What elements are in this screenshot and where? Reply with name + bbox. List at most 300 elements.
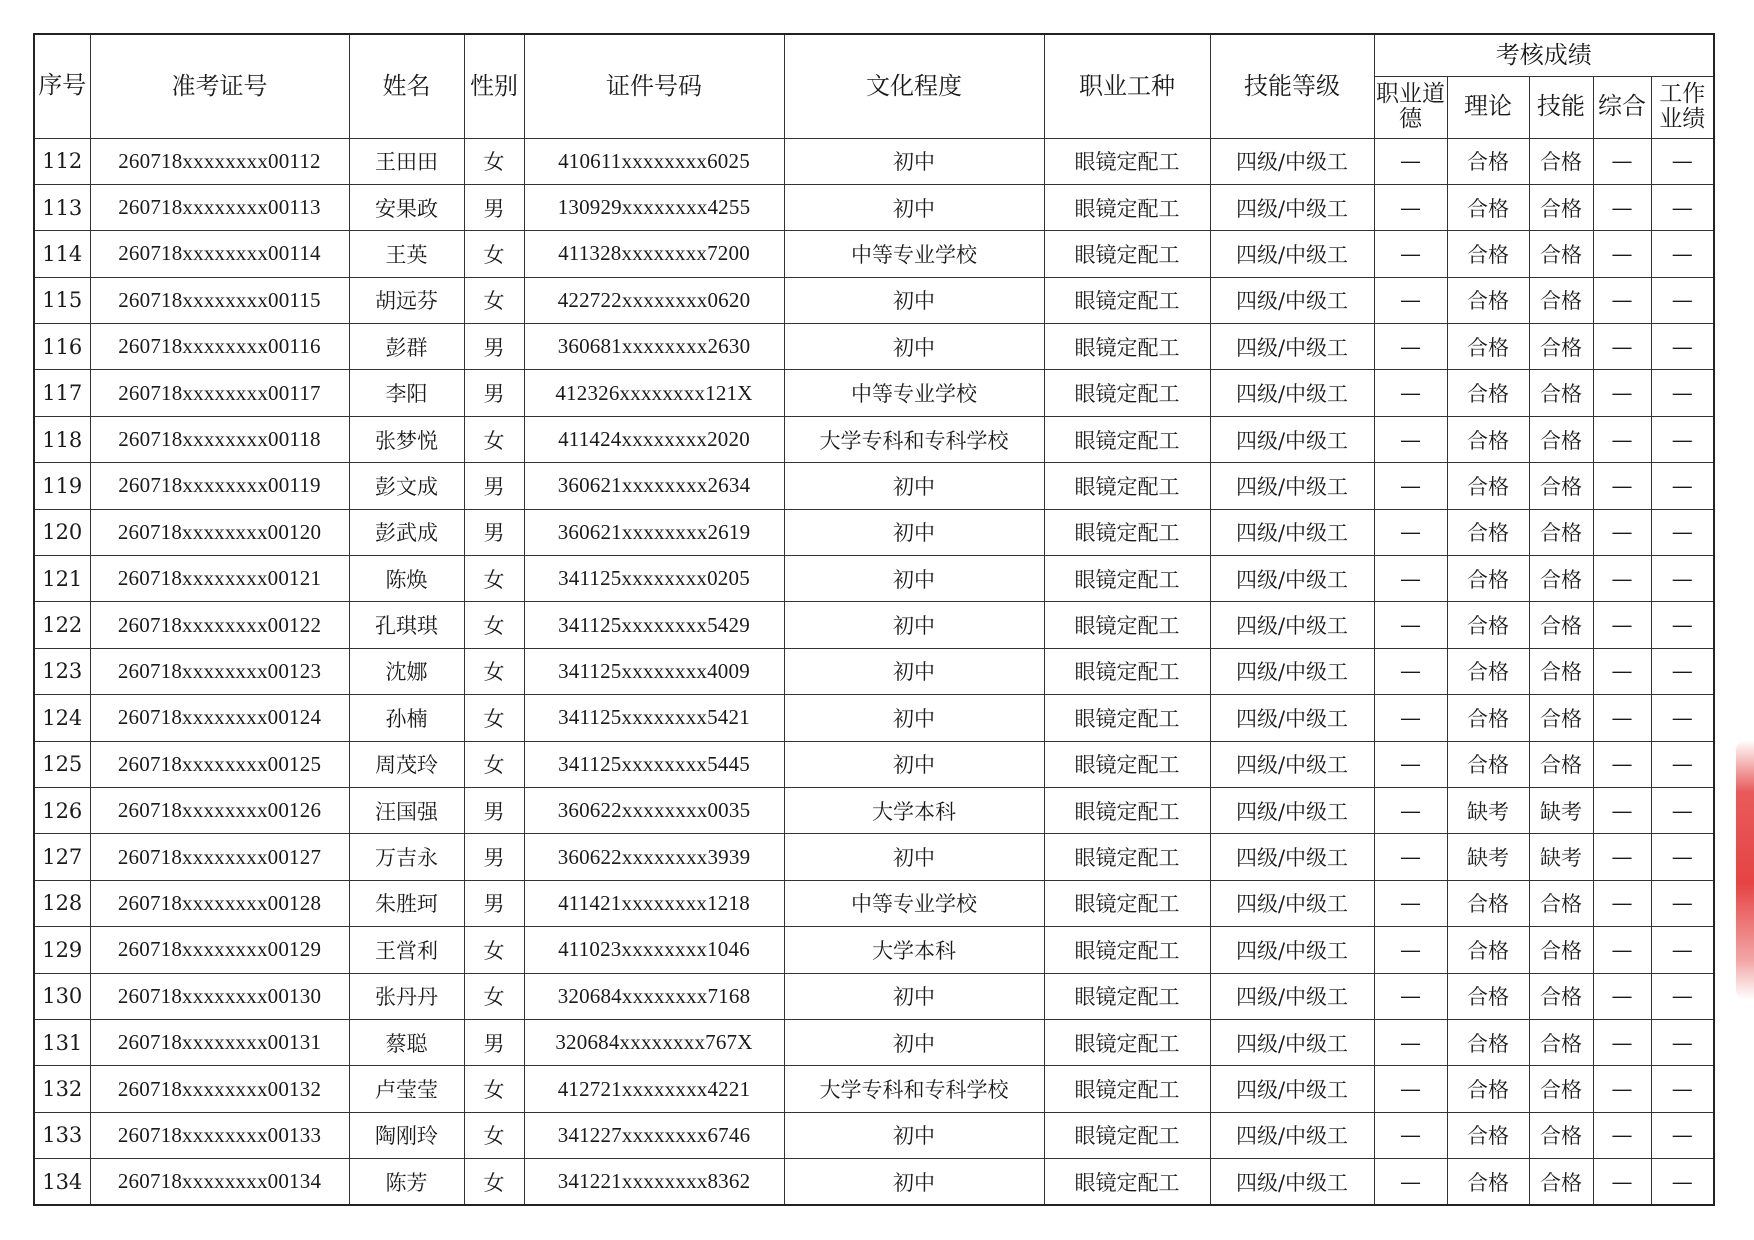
row-gender: 女 xyxy=(464,695,524,741)
row-seq: 123 xyxy=(34,648,90,694)
row-score-performance: — xyxy=(1651,741,1714,787)
row-education: 中等专业学校 xyxy=(784,231,1044,277)
row-level: 四级/中级工 xyxy=(1210,1112,1374,1158)
row-job: 眼镜定配工 xyxy=(1044,1112,1210,1158)
row-score-performance: — xyxy=(1651,463,1714,509)
row-name: 陈焕 xyxy=(349,556,464,602)
row-cert-no: 341227xxxxxxxx6746 xyxy=(524,1112,784,1158)
row-score-skill: 合格 xyxy=(1529,277,1593,323)
row-exam-id: 260718xxxxxxxx00123 xyxy=(90,648,349,694)
row-exam-id: 260718xxxxxxxx00119 xyxy=(90,463,349,509)
table-row xyxy=(34,741,1714,787)
row-job: 眼镜定配工 xyxy=(1044,1066,1210,1112)
row-level: 四级/中级工 xyxy=(1210,463,1374,509)
row-gender: 女 xyxy=(464,556,524,602)
row-gender: 女 xyxy=(464,1159,524,1205)
row-score-ethics: — xyxy=(1374,973,1447,1019)
row-score-theory: 合格 xyxy=(1447,416,1529,462)
row-gender: 女 xyxy=(464,741,524,787)
row-score-overall: — xyxy=(1593,1112,1651,1158)
row-score-overall: — xyxy=(1593,787,1651,833)
table-row xyxy=(34,1159,1714,1205)
row-gender: 男 xyxy=(464,184,524,230)
row-score-skill: 合格 xyxy=(1529,741,1593,787)
row-score-theory: 合格 xyxy=(1447,324,1529,370)
row-score-theory: 合格 xyxy=(1447,1159,1529,1205)
row-education: 大学专科和专科学校 xyxy=(784,416,1044,462)
row-score-overall: — xyxy=(1593,231,1651,277)
row-name: 安果政 xyxy=(349,184,464,230)
col-header-exam-id: 准考证号 xyxy=(90,34,349,138)
row-score-performance: — xyxy=(1651,787,1714,833)
row-education: 初中 xyxy=(784,324,1044,370)
row-job: 眼镜定配工 xyxy=(1044,880,1210,926)
col-header-score-performance: 工作业绩 xyxy=(1651,76,1714,138)
row-cert-no: 360681xxxxxxxx2630 xyxy=(524,324,784,370)
row-score-overall: — xyxy=(1593,1019,1651,1065)
row-seq: 113 xyxy=(34,184,90,230)
row-education: 初中 xyxy=(784,138,1044,184)
row-score-ethics: — xyxy=(1374,509,1447,555)
col-header-level: 技能等级 xyxy=(1210,34,1374,138)
row-cert-no: 410611xxxxxxxx6025 xyxy=(524,138,784,184)
row-level: 四级/中级工 xyxy=(1210,973,1374,1019)
table-row xyxy=(34,556,1714,602)
row-level: 四级/中级工 xyxy=(1210,1066,1374,1112)
row-level: 四级/中级工 xyxy=(1210,648,1374,694)
row-job: 眼镜定配工 xyxy=(1044,231,1210,277)
row-level: 四级/中级工 xyxy=(1210,231,1374,277)
row-job: 眼镜定配工 xyxy=(1044,463,1210,509)
row-score-overall: — xyxy=(1593,648,1651,694)
row-score-overall: — xyxy=(1593,695,1651,741)
row-name: 彭武成 xyxy=(349,509,464,555)
row-name: 彭文成 xyxy=(349,463,464,509)
row-score-ethics: — xyxy=(1374,416,1447,462)
row-education: 初中 xyxy=(784,834,1044,880)
row-score-ethics: — xyxy=(1374,556,1447,602)
row-education: 中等专业学校 xyxy=(784,880,1044,926)
row-score-performance: — xyxy=(1651,927,1714,973)
row-name: 陈芳 xyxy=(349,1159,464,1205)
row-score-overall: — xyxy=(1593,927,1651,973)
row-job: 眼镜定配工 xyxy=(1044,648,1210,694)
row-gender: 女 xyxy=(464,416,524,462)
row-score-theory: 合格 xyxy=(1447,648,1529,694)
row-score-performance: — xyxy=(1651,416,1714,462)
row-score-performance: — xyxy=(1651,370,1714,416)
row-seq: 117 xyxy=(34,370,90,416)
row-score-performance: — xyxy=(1651,973,1714,1019)
row-seq: 119 xyxy=(34,463,90,509)
col-header-score-skill: 技能 xyxy=(1529,76,1593,138)
table-header xyxy=(34,34,1714,138)
row-education: 初中 xyxy=(784,973,1044,1019)
table-row xyxy=(34,648,1714,694)
row-name: 卢莹莹 xyxy=(349,1066,464,1112)
row-education: 初中 xyxy=(784,277,1044,323)
row-score-ethics: — xyxy=(1374,741,1447,787)
row-score-overall: — xyxy=(1593,1159,1651,1205)
table-row xyxy=(34,787,1714,833)
row-education: 初中 xyxy=(784,509,1044,555)
row-cert-no: 341125xxxxxxxx4009 xyxy=(524,648,784,694)
row-education: 大学本科 xyxy=(784,927,1044,973)
row-score-performance: — xyxy=(1651,277,1714,323)
row-level: 四级/中级工 xyxy=(1210,416,1374,462)
row-gender: 女 xyxy=(464,277,524,323)
row-gender: 男 xyxy=(464,463,524,509)
row-score-theory: 合格 xyxy=(1447,509,1529,555)
row-name: 沈娜 xyxy=(349,648,464,694)
row-level: 四级/中级工 xyxy=(1210,1159,1374,1205)
row-score-theory: 合格 xyxy=(1447,556,1529,602)
col-header-job: 职业工种 xyxy=(1044,34,1210,138)
row-job: 眼镜定配工 xyxy=(1044,927,1210,973)
row-score-performance: — xyxy=(1651,648,1714,694)
table-body xyxy=(34,138,1714,1205)
row-gender: 女 xyxy=(464,1066,524,1112)
row-education: 初中 xyxy=(784,1019,1044,1065)
row-job: 眼镜定配工 xyxy=(1044,602,1210,648)
row-job: 眼镜定配工 xyxy=(1044,556,1210,602)
row-score-ethics: — xyxy=(1374,648,1447,694)
row-job: 眼镜定配工 xyxy=(1044,277,1210,323)
row-exam-id: 260718xxxxxxxx00129 xyxy=(90,927,349,973)
row-cert-no: 320684xxxxxxxx7168 xyxy=(524,973,784,1019)
table-row xyxy=(34,1019,1714,1065)
row-seq: 115 xyxy=(34,277,90,323)
row-seq: 112 xyxy=(34,138,90,184)
row-exam-id: 260718xxxxxxxx00130 xyxy=(90,973,349,1019)
row-level: 四级/中级工 xyxy=(1210,324,1374,370)
row-job: 眼镜定配工 xyxy=(1044,973,1210,1019)
row-score-ethics: — xyxy=(1374,602,1447,648)
row-score-skill: 合格 xyxy=(1529,509,1593,555)
row-name: 王田田 xyxy=(349,138,464,184)
table-row xyxy=(34,370,1714,416)
row-score-overall: — xyxy=(1593,370,1651,416)
row-job: 眼镜定配工 xyxy=(1044,834,1210,880)
row-score-ethics: — xyxy=(1374,1019,1447,1065)
row-score-skill: 合格 xyxy=(1529,231,1593,277)
row-score-ethics: — xyxy=(1374,138,1447,184)
row-gender: 女 xyxy=(464,231,524,277)
col-header-score-overall: 综合 xyxy=(1593,76,1651,138)
exam-results-table xyxy=(33,33,1715,1206)
row-name: 蔡聪 xyxy=(349,1019,464,1065)
table-row xyxy=(34,695,1714,741)
row-score-theory: 合格 xyxy=(1447,602,1529,648)
row-score-overall: — xyxy=(1593,973,1651,1019)
row-score-performance: — xyxy=(1651,1159,1714,1205)
row-job: 眼镜定配工 xyxy=(1044,184,1210,230)
row-score-ethics: — xyxy=(1374,695,1447,741)
row-level: 四级/中级工 xyxy=(1210,927,1374,973)
red-seal-stamp xyxy=(1736,740,1754,1000)
row-level: 四级/中级工 xyxy=(1210,741,1374,787)
row-score-ethics: — xyxy=(1374,1066,1447,1112)
row-score-theory: 合格 xyxy=(1447,973,1529,1019)
roster-sheet xyxy=(33,33,1715,1206)
row-score-skill: 合格 xyxy=(1529,1066,1593,1112)
row-education: 初中 xyxy=(784,1159,1044,1205)
row-score-ethics: — xyxy=(1374,834,1447,880)
row-cert-no: 360621xxxxxxxx2619 xyxy=(524,509,784,555)
row-seq: 133 xyxy=(34,1112,90,1158)
row-level: 四级/中级工 xyxy=(1210,880,1374,926)
row-seq: 128 xyxy=(34,880,90,926)
row-job: 眼镜定配工 xyxy=(1044,509,1210,555)
row-name: 胡远芬 xyxy=(349,277,464,323)
table-row xyxy=(34,184,1714,230)
row-score-ethics: — xyxy=(1374,231,1447,277)
row-seq: 127 xyxy=(34,834,90,880)
row-score-skill: 合格 xyxy=(1529,184,1593,230)
row-score-skill: 合格 xyxy=(1529,973,1593,1019)
row-exam-id: 260718xxxxxxxx00131 xyxy=(90,1019,349,1065)
row-score-overall: — xyxy=(1593,138,1651,184)
row-exam-id: 260718xxxxxxxx00115 xyxy=(90,277,349,323)
row-score-theory: 合格 xyxy=(1447,138,1529,184)
row-score-overall: — xyxy=(1593,741,1651,787)
row-job: 眼镜定配工 xyxy=(1044,1159,1210,1205)
row-score-skill: 合格 xyxy=(1529,556,1593,602)
row-education: 中等专业学校 xyxy=(784,370,1044,416)
row-score-ethics: — xyxy=(1374,370,1447,416)
table-row xyxy=(34,463,1714,509)
row-exam-id: 260718xxxxxxxx00132 xyxy=(90,1066,349,1112)
table-row xyxy=(34,509,1714,555)
row-education: 初中 xyxy=(784,741,1044,787)
row-name: 张丹丹 xyxy=(349,973,464,1019)
row-cert-no: 341221xxxxxxxx8362 xyxy=(524,1159,784,1205)
row-exam-id: 260718xxxxxxxx00118 xyxy=(90,416,349,462)
row-score-performance: — xyxy=(1651,184,1714,230)
col-header-gender: 性别 xyxy=(464,34,524,138)
row-job: 眼镜定配工 xyxy=(1044,695,1210,741)
row-education: 初中 xyxy=(784,695,1044,741)
row-level: 四级/中级工 xyxy=(1210,138,1374,184)
row-exam-id: 260718xxxxxxxx00124 xyxy=(90,695,349,741)
row-score-overall: — xyxy=(1593,184,1651,230)
table-row xyxy=(34,324,1714,370)
table-row xyxy=(34,277,1714,323)
row-seq: 131 xyxy=(34,1019,90,1065)
row-score-performance: — xyxy=(1651,834,1714,880)
row-score-overall: — xyxy=(1593,324,1651,370)
row-gender: 女 xyxy=(464,648,524,694)
row-gender: 男 xyxy=(464,1019,524,1065)
row-score-skill: 合格 xyxy=(1529,1159,1593,1205)
row-cert-no: 411421xxxxxxxx1218 xyxy=(524,880,784,926)
row-level: 四级/中级工 xyxy=(1210,277,1374,323)
row-cert-no: 360622xxxxxxxx3939 xyxy=(524,834,784,880)
row-seq: 134 xyxy=(34,1159,90,1205)
row-level: 四级/中级工 xyxy=(1210,834,1374,880)
row-score-theory: 缺考 xyxy=(1447,787,1529,833)
row-job: 眼镜定配工 xyxy=(1044,138,1210,184)
row-score-performance: — xyxy=(1651,324,1714,370)
row-education: 初中 xyxy=(784,463,1044,509)
row-job: 眼镜定配工 xyxy=(1044,370,1210,416)
row-score-theory: 合格 xyxy=(1447,695,1529,741)
row-gender: 男 xyxy=(464,370,524,416)
row-exam-id: 260718xxxxxxxx00125 xyxy=(90,741,349,787)
table-row xyxy=(34,602,1714,648)
row-exam-id: 260718xxxxxxxx00134 xyxy=(90,1159,349,1205)
row-cert-no: 422722xxxxxxxx0620 xyxy=(524,277,784,323)
row-score-theory: 合格 xyxy=(1447,184,1529,230)
row-exam-id: 260718xxxxxxxx00133 xyxy=(90,1112,349,1158)
row-score-theory: 合格 xyxy=(1447,741,1529,787)
row-seq: 120 xyxy=(34,509,90,555)
row-gender: 女 xyxy=(464,927,524,973)
row-level: 四级/中级工 xyxy=(1210,695,1374,741)
row-score-theory: 合格 xyxy=(1447,927,1529,973)
row-score-theory: 缺考 xyxy=(1447,834,1529,880)
row-seq: 124 xyxy=(34,695,90,741)
row-cert-no: 412326xxxxxxxx121X xyxy=(524,370,784,416)
row-score-ethics: — xyxy=(1374,277,1447,323)
row-score-theory: 合格 xyxy=(1447,370,1529,416)
row-score-ethics: — xyxy=(1374,1159,1447,1205)
row-score-skill: 缺考 xyxy=(1529,834,1593,880)
row-score-performance: — xyxy=(1651,880,1714,926)
row-score-ethics: — xyxy=(1374,927,1447,973)
row-gender: 女 xyxy=(464,973,524,1019)
table-row xyxy=(34,1112,1714,1158)
row-score-overall: — xyxy=(1593,880,1651,926)
header-row-top xyxy=(34,34,1714,76)
row-score-skill: 合格 xyxy=(1529,370,1593,416)
row-score-skill: 合格 xyxy=(1529,695,1593,741)
row-score-performance: — xyxy=(1651,695,1714,741)
row-score-overall: — xyxy=(1593,834,1651,880)
row-name: 李阳 xyxy=(349,370,464,416)
row-exam-id: 260718xxxxxxxx00112 xyxy=(90,138,349,184)
row-gender: 男 xyxy=(464,509,524,555)
col-header-score-ethics: 职业道德 xyxy=(1374,76,1447,138)
row-score-skill: 合格 xyxy=(1529,1019,1593,1065)
row-score-performance: — xyxy=(1651,509,1714,555)
row-education: 初中 xyxy=(784,184,1044,230)
row-score-skill: 合格 xyxy=(1529,138,1593,184)
row-score-skill: 合格 xyxy=(1529,1112,1593,1158)
row-score-skill: 合格 xyxy=(1529,927,1593,973)
row-exam-id: 260718xxxxxxxx00120 xyxy=(90,509,349,555)
row-score-skill: 合格 xyxy=(1529,602,1593,648)
row-level: 四级/中级工 xyxy=(1210,602,1374,648)
row-score-theory: 合格 xyxy=(1447,1019,1529,1065)
row-seq: 118 xyxy=(34,416,90,462)
row-cert-no: 341125xxxxxxxx5445 xyxy=(524,741,784,787)
row-cert-no: 341125xxxxxxxx0205 xyxy=(524,556,784,602)
row-score-ethics: — xyxy=(1374,1112,1447,1158)
row-cert-no: 360621xxxxxxxx2634 xyxy=(524,463,784,509)
row-score-theory: 合格 xyxy=(1447,1112,1529,1158)
col-header-name: 姓名 xyxy=(349,34,464,138)
row-score-skill: 合格 xyxy=(1529,880,1593,926)
row-score-ethics: — xyxy=(1374,880,1447,926)
row-seq: 130 xyxy=(34,973,90,1019)
col-header-cert-no: 证件号码 xyxy=(524,34,784,138)
row-score-performance: — xyxy=(1651,1112,1714,1158)
col-header-seq: 序号 xyxy=(34,34,90,138)
row-score-skill: 合格 xyxy=(1529,648,1593,694)
table-row xyxy=(34,1066,1714,1112)
row-education: 大学专科和专科学校 xyxy=(784,1066,1044,1112)
row-exam-id: 260718xxxxxxxx00122 xyxy=(90,602,349,648)
row-seq: 114 xyxy=(34,231,90,277)
row-score-theory: 合格 xyxy=(1447,231,1529,277)
row-seq: 129 xyxy=(34,927,90,973)
row-score-skill: 合格 xyxy=(1529,463,1593,509)
row-name: 陶刚玲 xyxy=(349,1112,464,1158)
row-gender: 女 xyxy=(464,602,524,648)
row-gender: 男 xyxy=(464,787,524,833)
row-score-overall: — xyxy=(1593,277,1651,323)
row-level: 四级/中级工 xyxy=(1210,787,1374,833)
row-score-performance: — xyxy=(1651,1019,1714,1065)
row-score-overall: — xyxy=(1593,416,1651,462)
row-level: 四级/中级工 xyxy=(1210,556,1374,602)
row-name: 张梦悦 xyxy=(349,416,464,462)
row-exam-id: 260718xxxxxxxx00116 xyxy=(90,324,349,370)
table-row xyxy=(34,927,1714,973)
row-name: 朱胜珂 xyxy=(349,880,464,926)
table-row xyxy=(34,973,1714,1019)
row-score-skill: 合格 xyxy=(1529,416,1593,462)
row-gender: 男 xyxy=(464,324,524,370)
row-score-theory: 合格 xyxy=(1447,463,1529,509)
row-score-overall: — xyxy=(1593,509,1651,555)
row-name: 万吉永 xyxy=(349,834,464,880)
row-education: 初中 xyxy=(784,1112,1044,1158)
row-exam-id: 260718xxxxxxxx00126 xyxy=(90,787,349,833)
row-name: 王英 xyxy=(349,231,464,277)
row-job: 眼镜定配工 xyxy=(1044,416,1210,462)
row-score-skill: 合格 xyxy=(1529,324,1593,370)
row-job: 眼镜定配工 xyxy=(1044,741,1210,787)
row-gender: 男 xyxy=(464,880,524,926)
row-score-theory: 合格 xyxy=(1447,1066,1529,1112)
table-row xyxy=(34,880,1714,926)
row-job: 眼镜定配工 xyxy=(1044,787,1210,833)
row-score-overall: — xyxy=(1593,1066,1651,1112)
row-education: 大学本科 xyxy=(784,787,1044,833)
row-gender: 女 xyxy=(464,138,524,184)
row-exam-id: 260718xxxxxxxx00121 xyxy=(90,556,349,602)
row-score-ethics: — xyxy=(1374,787,1447,833)
row-score-performance: — xyxy=(1651,231,1714,277)
row-name: 彭群 xyxy=(349,324,464,370)
row-level: 四级/中级工 xyxy=(1210,370,1374,416)
row-seq: 116 xyxy=(34,324,90,370)
row-level: 四级/中级工 xyxy=(1210,184,1374,230)
table-row xyxy=(34,834,1714,880)
row-exam-id: 260718xxxxxxxx00113 xyxy=(90,184,349,230)
row-score-performance: — xyxy=(1651,1066,1714,1112)
table-row xyxy=(34,231,1714,277)
row-cert-no: 341125xxxxxxxx5429 xyxy=(524,602,784,648)
row-exam-id: 260718xxxxxxxx00117 xyxy=(90,370,349,416)
row-name: 王営利 xyxy=(349,927,464,973)
row-score-ethics: — xyxy=(1374,463,1447,509)
col-header-scores-group: 考核成绩 xyxy=(1374,34,1714,76)
row-cert-no: 341125xxxxxxxx5421 xyxy=(524,695,784,741)
row-score-ethics: — xyxy=(1374,324,1447,370)
